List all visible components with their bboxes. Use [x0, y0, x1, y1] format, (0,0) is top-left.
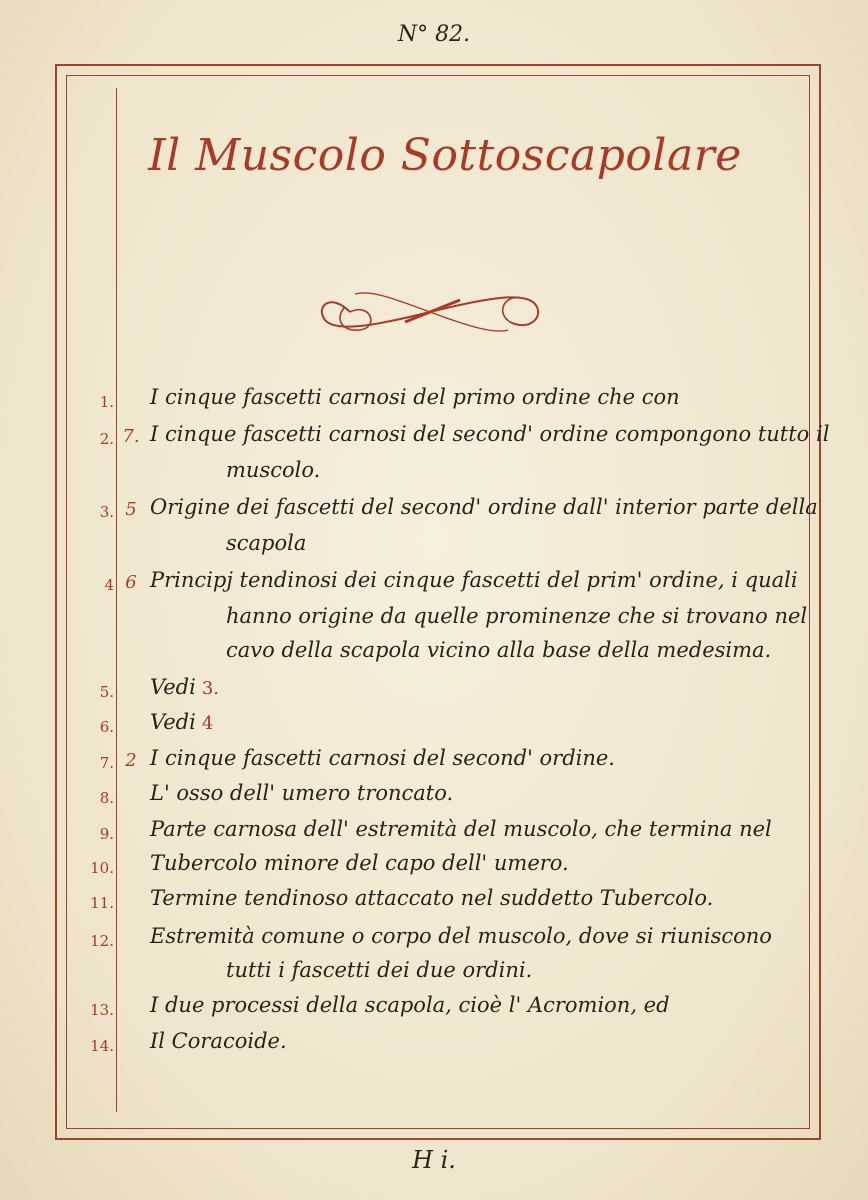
entry-number: 14.	[90, 1037, 114, 1055]
entry-text: I cinque fascetti carnosi del second' ordine compongono tutto il	[150, 422, 830, 446]
entry-text: I due processi della scapola, cioè l' Acromion, ed	[150, 993, 670, 1017]
entry-text: Tubercolo minore del capo dell' umero.	[150, 851, 569, 875]
entry-text: I cinque fascetti carnosi del second' ordine.	[150, 746, 615, 770]
entry-text: Il Coracoide.	[150, 1029, 287, 1053]
entry-text	[150, 675, 219, 699]
entry-number: 7.	[99, 754, 114, 772]
see-reference: 3.	[201, 678, 220, 699]
see-word: Vedi	[150, 710, 196, 734]
list-item	[0, 817, 868, 853]
entry-text: cavo della scapola vicino alla base della medesima.	[226, 638, 772, 662]
entry-text	[150, 710, 213, 734]
list-item	[0, 1029, 868, 1065]
entry-text: Parte carnosa dell' estremità del muscolo, che termina nel	[150, 817, 772, 841]
list-item	[0, 710, 868, 746]
entry-text: L' osso dell' umero troncato.	[150, 781, 454, 805]
entry-number: 8.	[99, 789, 114, 807]
entry-number: 10.	[90, 859, 114, 877]
calligraphic-flourish	[310, 282, 550, 342]
list-item-continuation	[0, 458, 868, 494]
list-item	[0, 851, 868, 887]
page-number: N° 82.	[397, 22, 471, 47]
entry-text: I cinque fascetti carnosi del primo ordine che con	[150, 385, 680, 409]
entry-text: Principj tendinosi dei cinque fascetti del prim' ordine, i quali	[150, 568, 798, 592]
entry-text: Termine tendinoso attaccato nel suddetto Tubercolo.	[150, 886, 714, 910]
entry-reference: 6	[125, 572, 137, 593]
list-item	[0, 924, 868, 960]
list-item	[0, 746, 868, 782]
see-reference: 4	[201, 713, 214, 734]
list-item-continuation	[0, 958, 868, 994]
entry-reference: 5	[125, 499, 137, 520]
list-item	[0, 568, 868, 604]
list-item	[0, 495, 868, 531]
list-item	[0, 886, 868, 922]
entry-number: 6.	[99, 718, 114, 736]
entry-number: 4	[104, 576, 114, 594]
entry-text: Origine dei fascetti del second' ordine dall' interior parte della	[150, 495, 818, 519]
list-item-continuation	[0, 638, 868, 674]
entry-number: 1.	[99, 393, 114, 411]
entry-number: 12.	[90, 932, 114, 950]
see-word: Vedi	[150, 675, 196, 699]
page-title: Il Muscolo Sottoscapolare	[148, 130, 742, 181]
entry-number: 13.	[90, 1001, 114, 1019]
list-item	[0, 675, 868, 711]
list-item	[0, 385, 868, 421]
signature-mark: H i.	[412, 1146, 456, 1174]
list-item-continuation	[0, 531, 868, 567]
entry-number: 2.	[99, 430, 114, 448]
entry-reference: 2	[125, 750, 137, 771]
list-item	[0, 422, 868, 458]
entry-text: hanno origine da quelle prominenze che si trovano nel	[226, 604, 808, 628]
entry-reference: 7.	[122, 426, 140, 447]
entry-number: 11.	[90, 894, 114, 912]
list-item	[0, 781, 868, 817]
entry-text: scapola	[226, 531, 307, 555]
entry-number: 9.	[99, 825, 114, 843]
list-item-continuation	[0, 604, 868, 640]
entry-text: muscolo.	[226, 458, 321, 482]
entry-text: Estremità comune o corpo del muscolo, dove si riuniscono	[150, 924, 772, 948]
list-item	[0, 993, 868, 1029]
entry-text: tutti i fascetti dei due ordini.	[226, 958, 533, 982]
entry-number: 3.	[99, 503, 114, 521]
entry-number: 5.	[99, 683, 114, 701]
